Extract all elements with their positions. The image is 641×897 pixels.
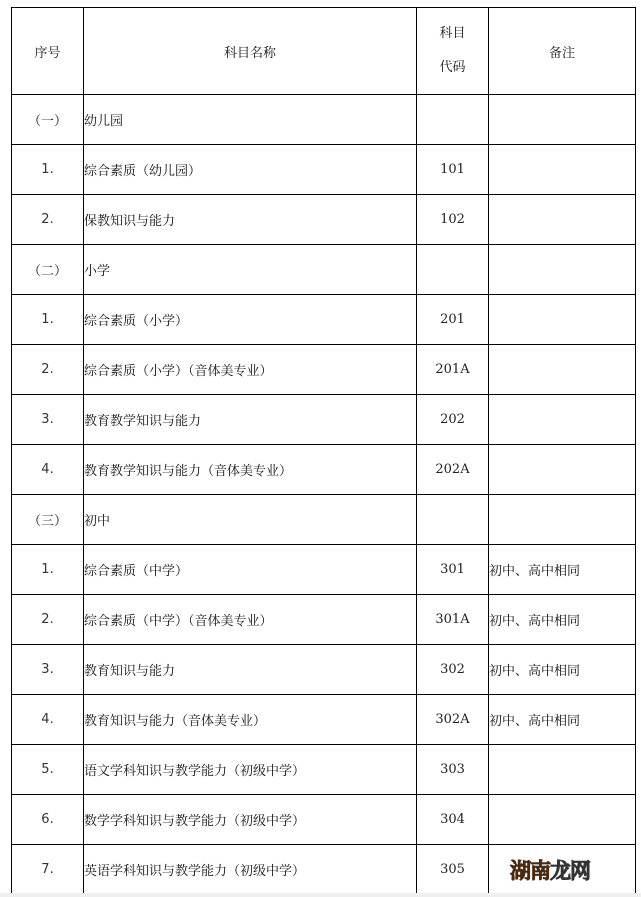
- cell-no: 4.: [12, 445, 84, 495]
- cell-code: [417, 495, 489, 545]
- cell-no: 2.: [12, 195, 84, 245]
- table-row: [12, 545, 636, 595]
- table-row: [12, 645, 636, 695]
- header-name: 科目名称: [84, 8, 417, 95]
- cell-code: 201: [417, 295, 489, 345]
- cell-note: [489, 245, 636, 295]
- cell-name: 幼儿园: [84, 95, 417, 145]
- exam-subjects-table: [11, 7, 636, 895]
- cell-code: 301A: [417, 595, 489, 645]
- cell-code: 202A: [417, 445, 489, 495]
- cell-no: 7.: [12, 845, 84, 895]
- cell-code: 202: [417, 395, 489, 445]
- table-row: [12, 795, 636, 845]
- cell-code: 303: [417, 745, 489, 795]
- cell-no: 4.: [12, 695, 84, 745]
- watermark-text-part2: 龙网: [550, 859, 590, 883]
- cell-code: 302: [417, 645, 489, 695]
- cell-note: 初中、高中相同: [489, 645, 636, 695]
- cell-name: 初中: [84, 495, 417, 545]
- cell-no: （二）: [12, 245, 84, 295]
- cell-note: 初中、高中相同: [489, 545, 636, 595]
- header-note: 备注: [489, 8, 636, 95]
- cell-note: [489, 95, 636, 145]
- cell-code: [417, 245, 489, 295]
- cell-note: [489, 345, 636, 395]
- cell-name: 数学学科知识与教学能力（初级中学）: [84, 795, 417, 845]
- header-code-line2: 代码: [439, 60, 466, 75]
- cell-note: [489, 145, 636, 195]
- cell-no: 6.: [12, 795, 84, 845]
- cell-name: 综合素质（中学）（音体美专业）: [84, 595, 417, 645]
- cell-code: 101: [417, 145, 489, 195]
- cell-name: 教育知识与能力: [84, 645, 417, 695]
- table-row-section: [12, 245, 636, 295]
- cell-name: 英语学科知识与教学能力（初级中学）: [84, 845, 417, 895]
- cell-note: [489, 495, 636, 545]
- cell-note: [489, 195, 636, 245]
- cell-no: （一）: [12, 95, 84, 145]
- cell-name: 综合素质（小学）（音体美专业）: [84, 345, 417, 395]
- table-row: [12, 145, 636, 195]
- table-row: [12, 745, 636, 795]
- cell-no: 1.: [12, 295, 84, 345]
- cell-name: 教育教学知识与能力（音体美专业）: [84, 445, 417, 495]
- cell-name: 保教知识与能力: [84, 195, 417, 245]
- cell-no: 1.: [12, 545, 84, 595]
- cell-code: [417, 95, 489, 145]
- cell-code: 304: [417, 795, 489, 845]
- cell-name: 教育教学知识与能力: [84, 395, 417, 445]
- cell-note: 初中、高中相同: [489, 595, 636, 645]
- cell-note: [489, 745, 636, 795]
- cell-no: 3.: [12, 395, 84, 445]
- cell-name: 语文学科知识与教学能力（初级中学）: [84, 745, 417, 795]
- table-row-section: [12, 95, 636, 145]
- cell-no: 2.: [12, 345, 84, 395]
- cell-note: [489, 795, 636, 845]
- cell-no: 2.: [12, 595, 84, 645]
- cell-code: 301: [417, 545, 489, 595]
- cell-code: 305: [417, 845, 489, 895]
- cell-no: 5.: [12, 745, 84, 795]
- header-code-line1: 科目: [439, 26, 466, 41]
- cell-name: 教育知识与能力（音体美专业）: [84, 695, 417, 745]
- table-row: [12, 195, 636, 245]
- cell-name: 综合素质（中学）: [84, 545, 417, 595]
- table-row: [12, 345, 636, 395]
- header-code: [417, 8, 489, 95]
- cell-note: [489, 445, 636, 495]
- site-watermark-logo: [510, 855, 590, 885]
- cell-note: 初中、高中相同: [489, 695, 636, 745]
- header-no: 序号: [12, 8, 84, 95]
- cell-code: 102: [417, 195, 489, 245]
- cell-code: 201A: [417, 345, 489, 395]
- table-row-section: [12, 495, 636, 545]
- table-row: [12, 695, 636, 745]
- bottom-edge-divider: [0, 893, 641, 897]
- table-row: [12, 295, 636, 345]
- cell-name: 综合素质（小学）: [84, 295, 417, 345]
- watermark-text-part1: 湖南: [510, 859, 550, 883]
- cell-code: 302A: [417, 695, 489, 745]
- table-row: [12, 595, 636, 645]
- cell-no: 3.: [12, 645, 84, 695]
- cell-note: [489, 295, 636, 345]
- cell-name: 小学: [84, 245, 417, 295]
- cell-no: （三）: [12, 495, 84, 545]
- table-row: [12, 395, 636, 445]
- table-row: [12, 445, 636, 495]
- cell-name: 综合素质（幼儿园）: [84, 145, 417, 195]
- cell-no: 1.: [12, 145, 84, 195]
- cell-note: [489, 395, 636, 445]
- table-header-row: [12, 8, 636, 95]
